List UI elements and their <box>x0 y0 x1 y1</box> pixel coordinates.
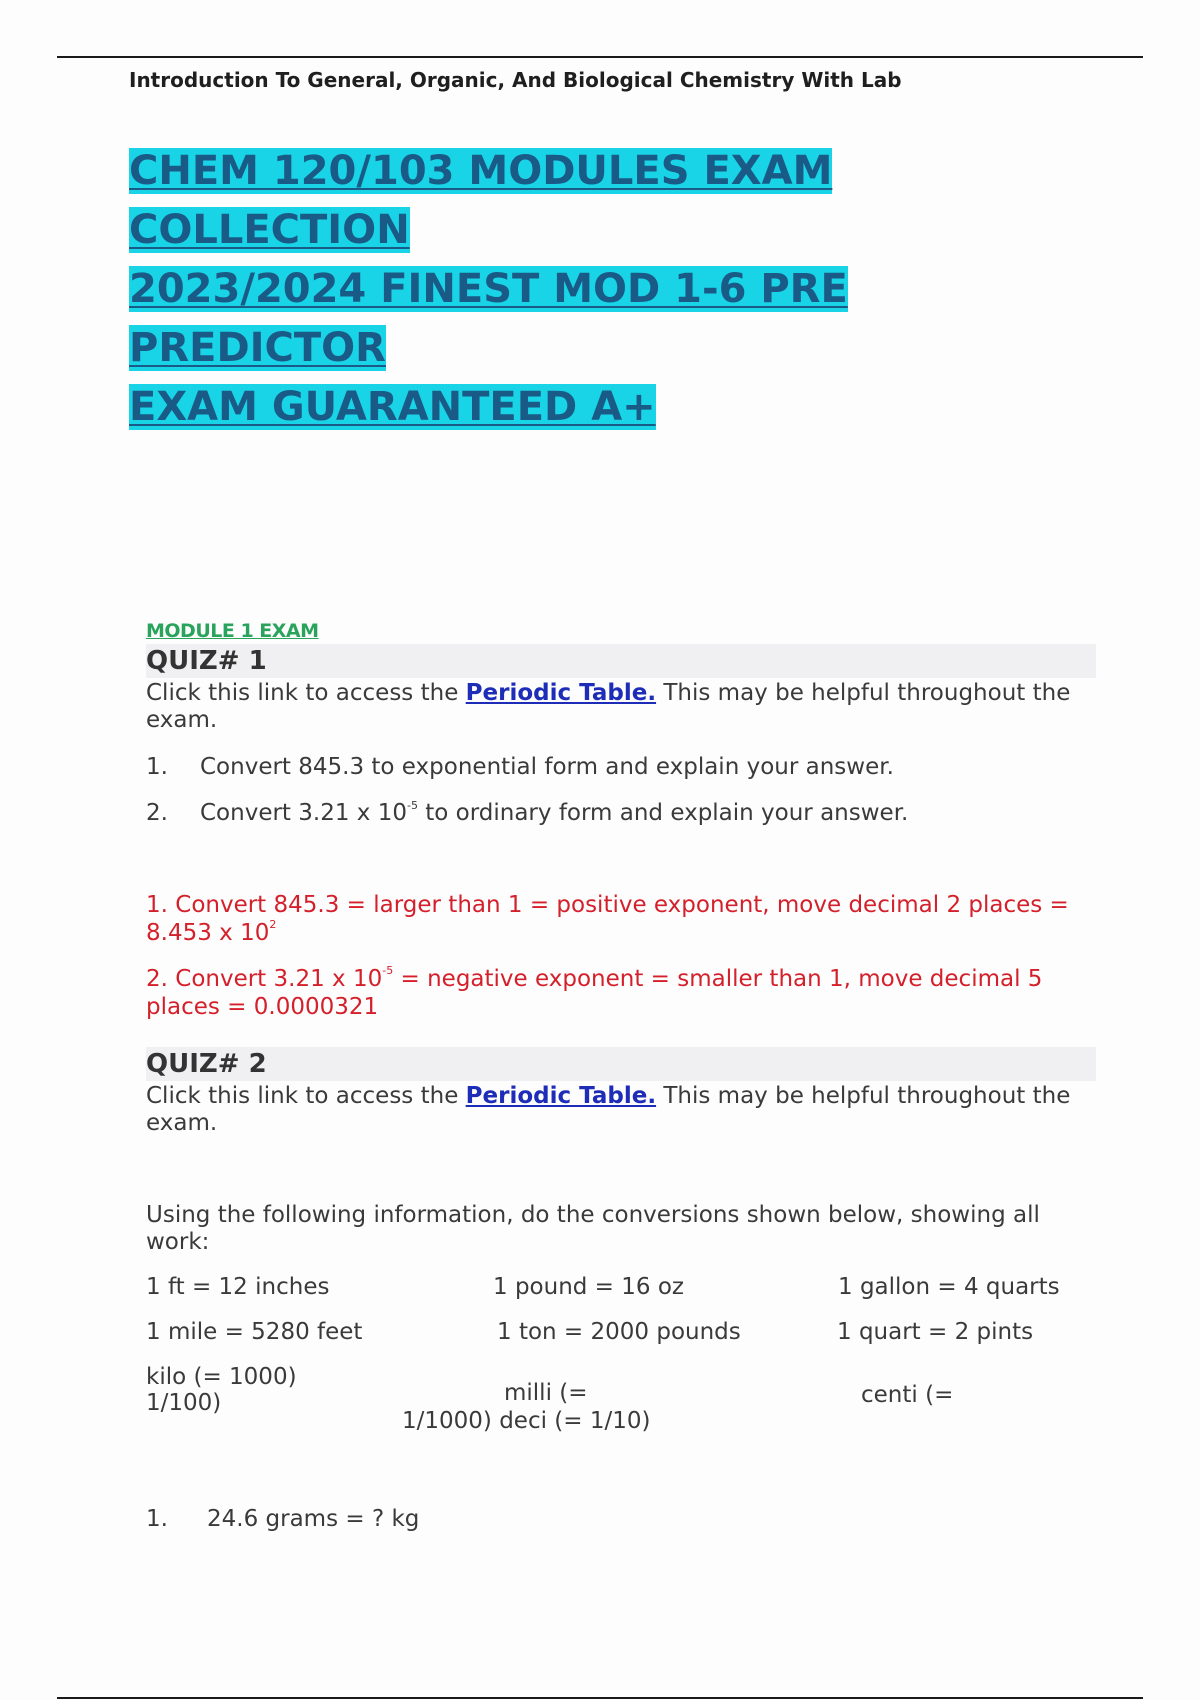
unit-gallon: 1 gallon = 4 quarts <box>838 1274 1060 1300</box>
answer-2 <box>146 965 1090 1021</box>
question-text-before: Convert 3.21 x 10 <box>200 800 407 826</box>
question-text <box>200 800 908 827</box>
answer-2-after: = negative exponent = smaller than 1, move decimal 5 places = 0.0000321 <box>146 966 1043 1020</box>
quiz-1-question-1 <box>146 754 1090 781</box>
quiz-1-intro-after: This may be helpful throughout the exam. <box>146 680 1071 733</box>
unit-ton: 1 ton = 2000 pounds <box>497 1319 741 1345</box>
top-rule <box>57 56 1143 58</box>
quiz-1-heading: QUIZ# 1 <box>146 644 1096 678</box>
question-number: 2. <box>146 800 168 826</box>
quiz-2-question-1 <box>146 1506 1090 1533</box>
quiz-2-heading: QUIZ# 2 <box>146 1047 1096 1081</box>
unit-centi: centi (= <box>861 1382 954 1408</box>
course-header: Introduction To General, Organic, And Biological Chemistry With Lab <box>129 68 902 92</box>
exponent: 2 <box>269 918 277 931</box>
answer-1 <box>146 891 1090 947</box>
quiz-2-intro <box>146 1083 1090 1137</box>
quiz-2-intro-after: This may be helpful throughout the exam. <box>146 1083 1071 1136</box>
unit-quart: 1 quart = 2 pints <box>837 1319 1034 1345</box>
quiz-1-question-2 <box>146 800 1090 827</box>
title-line-1: CHEM 120/103 MODULES EXAM COLLECTION <box>129 148 833 253</box>
question-number: 1. <box>146 1506 168 1532</box>
conversion-instructions: Using the following information, do the conversions shown below, showing all work: <box>146 1202 1040 1255</box>
unit-kilo-cont: 1/100) <box>146 1390 222 1416</box>
unit-ft: 1 ft = 12 inches <box>146 1274 330 1300</box>
answer-2-before: 2. Convert 3.21 x 10 <box>146 966 383 992</box>
answer-1-text: 1. Convert 845.3 = larger than 1 = positive exponent, move decimal 2 places = 8.453 x 10 <box>146 892 1069 946</box>
module-label: MODULE 1 EXAM <box>146 620 319 642</box>
question-text: 24.6 grams = ? kg <box>207 1506 420 1532</box>
exam-content <box>146 618 1090 1533</box>
periodic-table-link[interactable]: Periodic Table. <box>465 680 657 706</box>
unit-mile: 1 mile = 5280 feet <box>146 1319 363 1345</box>
question-text-after: to ordinary form and explain your answer. <box>417 800 909 826</box>
quiz-2-intro-before: Click this link to access the <box>146 1083 466 1109</box>
quiz-1-intro-before: Click this link to access the <box>146 680 466 706</box>
title-line-2: 2023/2024 FINEST MOD 1-6 PRE PREDICTOR <box>129 266 848 371</box>
question-text: Convert 845.3 to exponential form and explain your answer. <box>200 754 894 780</box>
bottom-rule <box>57 1697 1143 1699</box>
conversion-table <box>146 1274 1090 1454</box>
document-title <box>129 142 1069 437</box>
quiz-1-intro <box>146 680 1090 734</box>
unit-milli: milli (= <box>504 1380 588 1406</box>
periodic-table-link[interactable]: Periodic Table. <box>465 1083 657 1109</box>
unit-pound: 1 pound = 16 oz <box>493 1274 684 1300</box>
unit-kilo: kilo (= 1000) <box>146 1364 297 1390</box>
exponent: -5 <box>382 964 394 977</box>
title-line-3: EXAM GUARANTEED A+ <box>129 384 656 430</box>
exponent: -5 <box>406 799 418 812</box>
question-number: 1. <box>146 754 168 780</box>
unit-milli-deci: 1/1000) deci (= 1/10) <box>402 1408 651 1434</box>
